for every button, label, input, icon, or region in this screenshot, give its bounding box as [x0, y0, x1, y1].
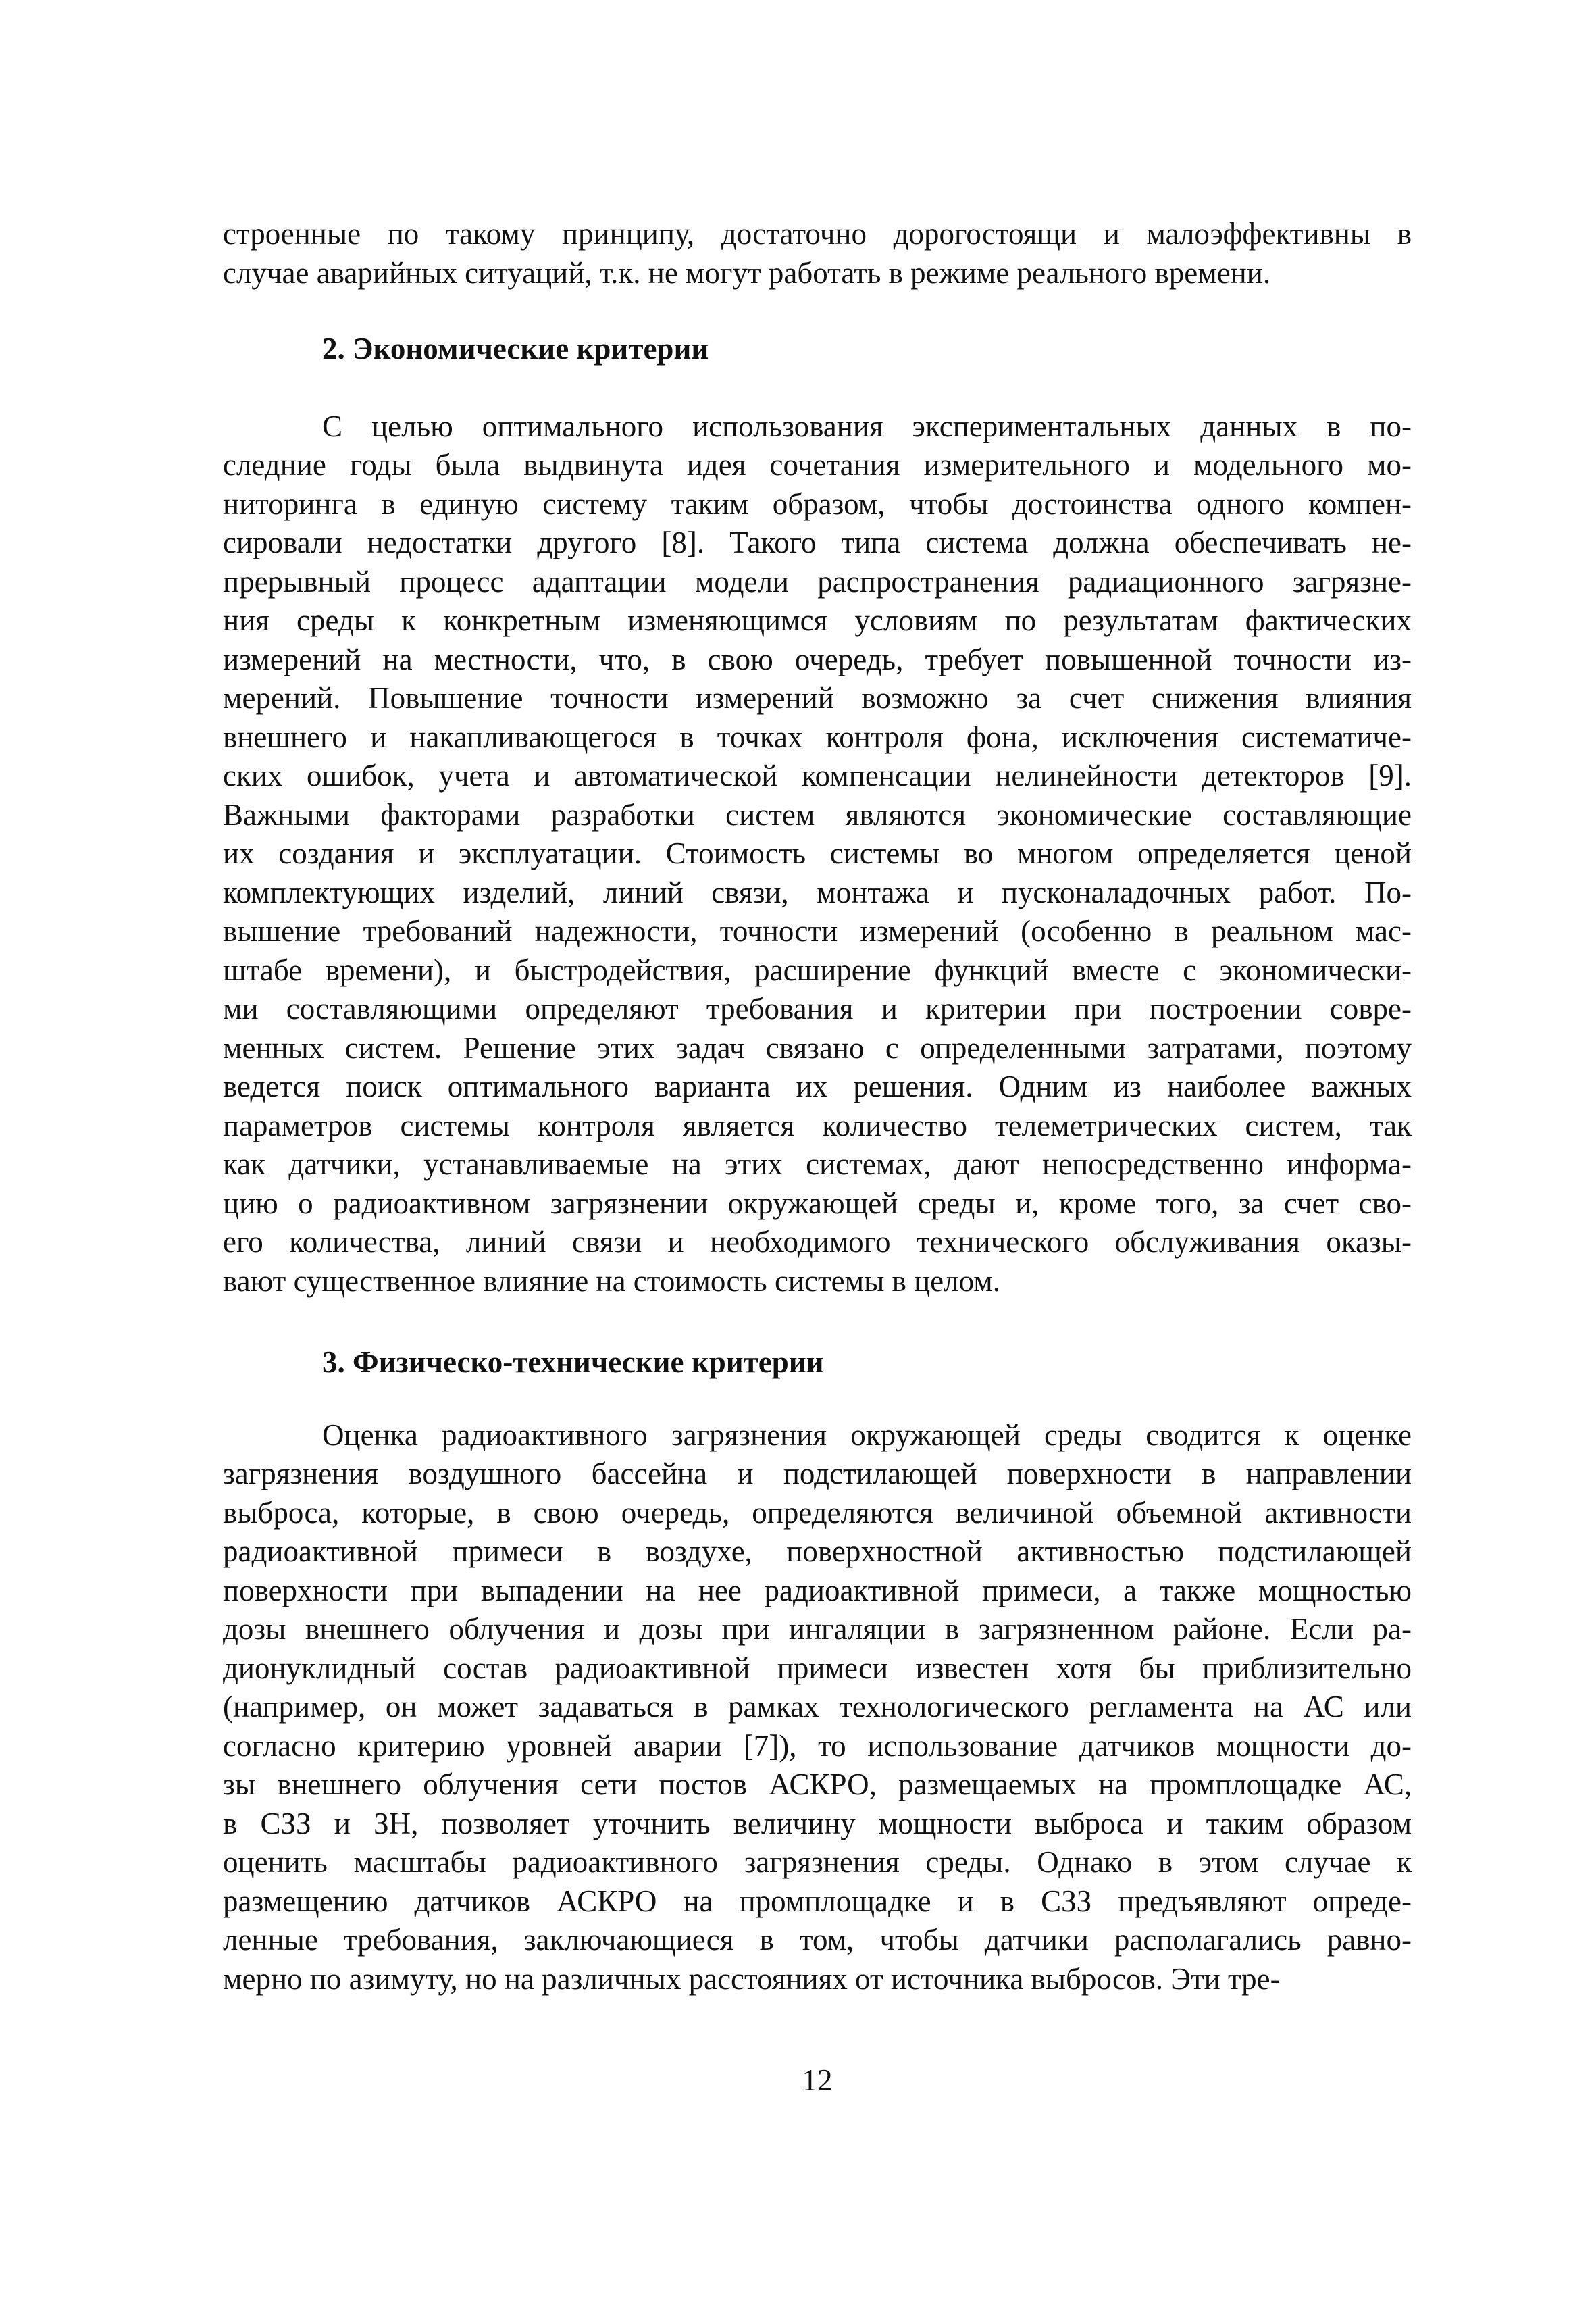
text-line: ния среды к конкретным изменяющимся условиям по результатам фактических	[223, 603, 1412, 637]
text-line: (например, он может задаваться в рамках технологического регламента на АС или	[223, 1690, 1412, 1724]
text-line: измерений на местности, что, в свою очередь, требует повышенной точности из-	[223, 642, 1412, 676]
text-line: следние годы была выдвинута идея сочетания измерительного и модельного мо-	[223, 448, 1412, 482]
text-line: радиоактивной примеси в воздухе, поверхностной активностью подстилающей	[223, 1534, 1412, 1568]
paragraph-economic-criteria	[223, 407, 1412, 1301]
text-line: С целью оптимального использования экспериментальных данных в по-	[322, 409, 1412, 443]
page-number: 12	[802, 2063, 833, 2097]
text-line: дозы внешнего облучения и дозы при ингаляции в загрязненном районе. Если ра-	[223, 1612, 1412, 1646]
text-line: ведется поиск оптимального варианта их решения. Одним из наиболее важных	[223, 1070, 1412, 1103]
text-line: вают существенное влияние на стоимость системы в целом.	[223, 1263, 1000, 1298]
text-line: внешнего и накапливающегося в точках контроля фона, исключения систематиче-	[223, 720, 1412, 754]
text-line: выброса, которые, в свою очередь, определяются величиной объемной активности	[223, 1495, 1412, 1530]
text-line: сировали недостатки другого [8]. Такого типа система должна обеспечивать не-	[223, 526, 1412, 559]
text-line: оценить масштабы радиоактивного загрязнения среды. Однако в этом случае к	[223, 1845, 1412, 1879]
text-line: штабе времени), и быстродействия, расширение функций вместе с экономически-	[223, 953, 1412, 987]
text-line: дионуклидный состав радиоактивной примеси известен хотя бы приблизительно	[223, 1651, 1412, 1685]
text-line: зы внешнего облучения сети постов АСКРО, размещаемых на промплощадке АС,	[223, 1767, 1412, 1801]
text-line: Оценка радиоактивного загрязнения окружающей среды сводится к оценке	[322, 1417, 1412, 1452]
text-line: цию о радиоактивном загрязнении окружающей среды и, кроме того, за счет сво-	[223, 1186, 1412, 1220]
paragraph-continuation	[223, 215, 1412, 293]
text-line: его количества, линий связи и необходимого технического обслуживания оказы-	[223, 1225, 1412, 1259]
text-line: мерно по азимуту, но на различных расстояниях от источника выбросов. Эти тре-	[223, 1961, 1281, 1996]
text-line: размещению датчиков АСКРО на промплощадке и в СЗЗ предъявляют опреде-	[223, 1884, 1412, 1918]
section-heading-economic-criteria: 2. Экономические критерии	[322, 332, 709, 366]
text-line: параметров системы контроля является количество телеметрических систем, так	[223, 1108, 1412, 1142]
text-line: Важными факторами разработки систем являются экономические составляющие	[223, 797, 1412, 832]
text-line: случае аварийных ситуаций, т.к. не могут работать в режиме реального времени.	[223, 255, 1271, 290]
text-line: мерений. Повышение точности измерений возможно за счет снижения влияния	[223, 681, 1412, 715]
paragraph-physical-technical-criteria	[223, 1416, 1412, 1999]
section-heading-physical-technical-criteria: 3. Физическо-технические критерии	[322, 1345, 824, 1379]
text-line: ниторинга в единую систему таким образом, чтобы достоинства одного компен-	[223, 486, 1412, 521]
text-line: ленные требования, заключающиеся в том, чтобы датчики располагались равно-	[223, 1923, 1412, 1957]
text-line: комплектующих изделий, линий связи, монтажа и пусконаладочных работ. По-	[223, 875, 1412, 909]
text-block	[223, 215, 1412, 2101]
text-line: прерывный процесс адаптации модели распространения радиационного загрязне-	[223, 564, 1412, 599]
text-line: согласно критерию уровней аварии [7]), то использование датчиков мощности до-	[223, 1728, 1412, 1763]
text-line: их создания и эксплуатации. Стоимость системы во многом определяется ценой	[223, 836, 1412, 870]
text-line: поверхности при выпадении на нее радиоактивной примеси, а также мощностью	[223, 1573, 1412, 1607]
text-line: ских ошибок, учета и автоматической компенсации нелинейности детекторов [9].	[223, 759, 1412, 793]
text-line: менных систем. Решение этих задач связано с определенными затратами, поэтому	[223, 1030, 1412, 1065]
text-line: ми составляющими определяют требования и критерии при построении совре-	[223, 992, 1412, 1026]
text-line: загрязнения воздушного бассейна и подстилающей поверхности в направлении	[223, 1457, 1412, 1490]
text-line: вышение требований надежности, точности измерений (особенно в реальном мас-	[223, 914, 1412, 948]
text-line: строенные по такому принципу, достаточно дорогостоящи и малоэффективны в	[223, 217, 1412, 251]
text-line: как датчики, устанавливаемые на этих системах, дают непосредственно информа-	[223, 1147, 1412, 1181]
text-line: в СЗЗ и ЗН, позволяет уточнить величину мощности выброса и таким образом	[223, 1806, 1412, 1840]
